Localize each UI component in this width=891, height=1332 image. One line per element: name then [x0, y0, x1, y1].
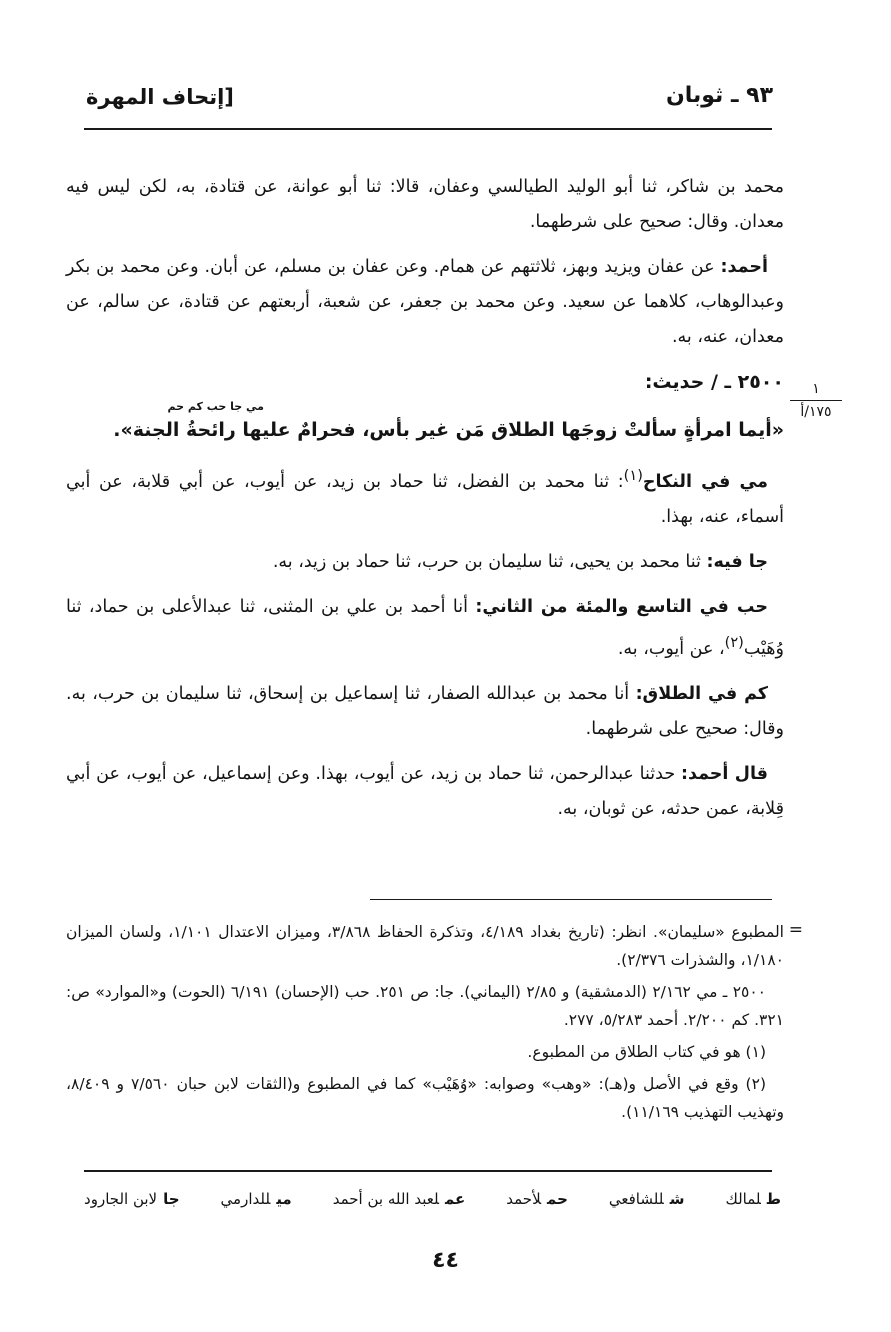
- footnote-1: (١) هو في كتاب الطلاق من المطبوع.: [527, 1043, 766, 1061]
- paragraph-darimi: [66, 458, 784, 535]
- paragraph-qala-ahmad: [66, 757, 784, 827]
- margin-note-bottom: ١٧٥/أ: [800, 404, 832, 420]
- paragraph-hakim: [66, 677, 784, 747]
- margin-note-line: [790, 400, 842, 401]
- hadith-text: «أيما امرأةٍ سألتْ زوجَها الطلاق مَن غير بأس، فحرامٌ عليها رائحةُ الجنة».: [113, 419, 784, 441]
- paragraph-ahmad: [66, 250, 784, 355]
- header-divider: [84, 128, 772, 130]
- footnote-takhrij: ٢٥٠٠ ـ مي ٢/١٦٢ (الدمشقية) و ٢/٨٥ (اليماني). جا: ص ٢٥١. حب (الإحسان) ٦/١٩١ (الحوت) و«الموارد» ص: ٣٢١. كم ٢/٢٠٠. أحمد ٥/٢٨٣، ٢٧٧.: [66, 983, 784, 1029]
- paragraph-qala-ahmad-text: حدثنا عبدالرحمن، ثنا حماد بن زيد، عن أيوب، بهذا. وعن إسماعيل، عن أيوب، عن أبي قِلابة، عمن حدثه، عن ثوبان، به.: [66, 763, 784, 819]
- abbrev-item: ميللدارمي: [220, 1190, 292, 1208]
- abbrev-item: عملعبد الله بن أحمد: [332, 1190, 466, 1208]
- paragraph-darimi-text: : ثنا محمد بن الفضل، ثنا حماد بن زيد، عن أيوب، عن أبي قلابة، عن أبي أسماء، عنه، بهذا.: [66, 471, 784, 527]
- footnote-ref-2: (٢): [724, 633, 744, 651]
- source-label-darimi: مي في النكاح: [642, 471, 768, 492]
- footnote-divider: [370, 899, 772, 900]
- margin-folio-note: [790, 380, 842, 421]
- paragraph-hibban-text-b: ، عن أيوب، به.: [617, 638, 725, 659]
- footnotes: [66, 918, 784, 1130]
- hadith-number: ٢٥٠٠ ـ / حديث:: [644, 371, 784, 393]
- footnote-continued: المطبوع «سليمان». انظر: (تاريخ بغداد ٤/١٨٩، وتذكرة الحفاظ ٣/٨٦٨، وميزان الاعتدال ١/١٠١، ولسان الميزان ١/١٨٠، والشذرات ٢/٣٧٦).: [66, 923, 784, 969]
- paragraph-1: محمد بن شاكر، ثنا أبو الوليد الطيالسي وعفان، قالا: ثنا أبو عوانة، عن قتادة، به، لكن ليس فيه معدان. وقال: صحيح على شرطهما.: [66, 177, 784, 232]
- page-number: ٤٤: [432, 1248, 459, 1273]
- hadith-source-symbols: مي جا حب كم حم: [167, 400, 264, 413]
- abbreviation-key: [84, 1190, 781, 1208]
- main-text: [66, 170, 784, 837]
- bottom-divider: [84, 1170, 772, 1172]
- paragraph-hibban: [66, 590, 784, 667]
- hadith-entry: [66, 365, 784, 448]
- chapter-title: ٩٣ ـ ثوبان: [665, 83, 773, 108]
- margin-note-top: ١: [812, 381, 820, 397]
- paragraph-jarud: [66, 545, 784, 580]
- source-label-hibban: حب في التاسع والمئة من الثاني:: [475, 596, 768, 617]
- paragraph-hakim-text: أنا محمد بن عبدالله الصفار، ثنا إسماعيل بن إسحاق، ثنا سليمان بن حرب، به. وقال: صحيح على شرطهما.: [66, 683, 784, 739]
- abbrev-item: حملأحمد: [506, 1190, 568, 1208]
- abbrev-item: طلمالك: [725, 1190, 781, 1208]
- abbrev-item: شللشافعي: [608, 1190, 685, 1208]
- footnote-ref-1: (١): [623, 467, 643, 484]
- source-label-ahmad: أحمد:: [720, 257, 768, 277]
- source-label-qala-ahmad: قال أحمد:: [680, 763, 768, 784]
- paragraph-ahmad-text: عن عفان ويزيد وبهز، ثلاثتهم عن همام. وعن عفان بن مسلم، عن أبان. وعن محمد بن بكر وعبدالوهاب، كلاهما عن سعيد. وعن محمد بن جعفر، عن شعبة، أربعتهم عن قتادة، عن سالم، عن معدان، عنه، به.: [66, 257, 784, 347]
- source-label-hakim: كم في الطلاق:: [635, 683, 768, 704]
- book-title: [إتحاف المهرة: [86, 85, 234, 109]
- continuation-mark: =: [788, 920, 803, 940]
- abbrev-item: جالابن الجارود: [84, 1190, 180, 1208]
- paragraph-hibban-text-a: أنا أحمد بن علي بن المثنى، ثنا عبدالأعلى بن حماد، ثنا وُهَيْب: [66, 596, 784, 659]
- source-label-jarud: جا فيه:: [706, 551, 768, 572]
- paragraph-jarud-text: ثنا محمد بن يحيى، ثنا سليمان بن حرب، ثنا حماد بن زيد، به.: [272, 551, 701, 572]
- footnote-2: (٢) وقع في الأصل و(هـ): «وهب» وصوابه: «وُهَيْب» كما في المطبوع و(الثقات لابن حبان ٧/٥٦٠ و ٨/٤٠٩، وتهذيب التهذيب ١١/١٦٩).: [66, 1075, 784, 1121]
